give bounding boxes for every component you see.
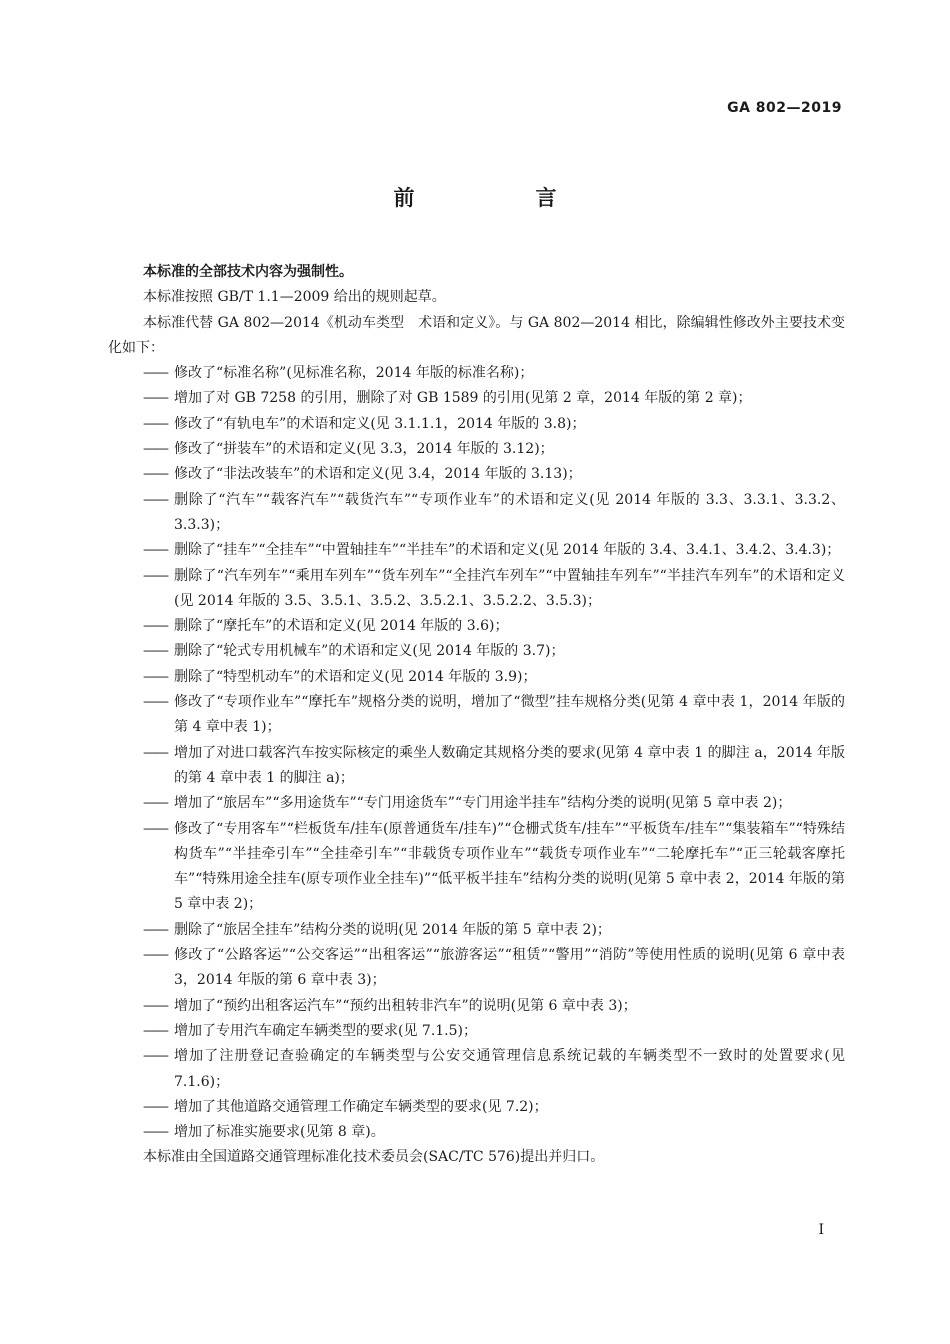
change-text: 删除了“摩托车”的术语和定义(见 2014 年版的 3.6)； — [174, 618, 509, 635]
change-text: 增加了注册登记查验确定的车辆类型与公安交通管理信息系统记载的车辆类型不一致时的处置要求(见 7.1.6)； — [174, 1048, 845, 1090]
dash-marker: —— — [143, 744, 167, 761]
change-item — [108, 412, 845, 437]
dash-marker: —— — [143, 542, 167, 559]
standard-code: GA 802—2019 — [727, 100, 842, 116]
change-text: 删除了“汽车列车”“乘用车列车”“货车列车”“全挂汽车列车”“中置轴挂车列车”“半挂汽车列车”的术语和定义(见 2014 年版的 3.5、3.5.1、3.5.2、3.5.2.1、3.5.2.2、3.5.3)； — [174, 567, 845, 609]
change-item — [108, 943, 845, 994]
dash-marker: —— — [143, 795, 167, 812]
change-item — [108, 538, 845, 563]
dash-marker: —— — [143, 947, 167, 964]
dash-marker: —— — [143, 1048, 167, 1065]
change-text: 增加了对进口载客汽车按实际核定的乘坐人数确定其规格分类的要求(见第 4 章中表 1 的脚注 a，2014 年版的第 4 章中表 1 的脚注 a)； — [174, 744, 845, 786]
change-item — [108, 817, 845, 918]
change-item — [108, 1019, 845, 1044]
change-item — [108, 994, 845, 1019]
change-text: 修改了“专用客车”“栏板货车/挂车(原普通货车/挂车)”“仓栅式货车/挂车”“平板货车/挂车”“集装箱车”“特殊结构货车”“半挂牵引车”“全挂牵引车”“非载货专项作业车”“载货专项作业车”“二轮摩托车”“正三轮载客摩托车”“特殊用途全挂车(原专项作业全挂车)”“低平板半挂车”结构分类的说明(见第 5 章中表 2，2014 年版的第 5 章中表 2)； — [174, 820, 845, 913]
change-text: 修改了“标准名称”(见标准名称，2014 年版的标准名称)； — [174, 365, 534, 382]
dash-marker: —— — [143, 1124, 167, 1141]
dash-marker: —— — [143, 618, 167, 635]
dash-marker: —— — [143, 415, 167, 432]
change-item — [108, 386, 845, 411]
dash-marker: —— — [143, 567, 167, 584]
replacement-statement: 本标准代替 GA 802—2014《机动车类型 术语和定义》。与 GA 802—2014 相比，除编辑性修改外主要技术变化如下： — [108, 314, 845, 356]
change-list — [108, 361, 845, 1145]
change-item — [108, 741, 845, 792]
dash-marker: —— — [143, 921, 167, 938]
page-title: 前 言 — [393, 186, 607, 210]
change-text: 增加了“预约出租客运汽车”“预约出租转非汽车”的说明(见第 6 章中表 3)； — [174, 997, 637, 1014]
change-text: 删除了“汽车”“载客汽车”“载货汽车”“专项作业车”的术语和定义(见 2014 年版的 3.3、3.3.1、3.3.2、3.3.3)； — [174, 491, 845, 533]
change-item — [108, 665, 845, 690]
change-text: 修改了“专项作业车”“摩托车”规格分类的说明，增加了“微型”挂车规格分类(见第 4 章中表 1，2014 年版的第 4 章中表 1)； — [174, 694, 845, 736]
change-text: 修改了“有轨电车”的术语和定义(见 3.1.1.1，2014 年版的 3.8)； — [174, 415, 586, 432]
change-item — [108, 639, 845, 664]
change-item — [108, 1044, 845, 1095]
dash-marker: —— — [143, 820, 167, 837]
dash-marker: —— — [143, 491, 167, 508]
change-item — [108, 614, 845, 639]
drafting-rule-statement: 本标准按照 GB/T 1.1—2009 给出的规则起草。 — [143, 289, 446, 306]
change-text: 修改了“非法改装车”的术语和定义(见 3.4，2014 年版的 3.13)； — [174, 466, 582, 483]
dash-marker: —— — [143, 466, 167, 483]
change-text: 增加了专用汽车确定车辆类型的要求(见 7.1.5)； — [174, 1022, 477, 1039]
change-text: 增加了其他道路交通管理工作确定车辆类型的要求(见 7.2)； — [174, 1098, 548, 1115]
change-item — [108, 791, 845, 816]
change-item — [108, 1095, 845, 1120]
change-item — [108, 361, 845, 386]
committee-statement: 本标准由全国道路交通管理标准化技术委员会(SAC/TC 576)提出并归口。 — [143, 1149, 605, 1166]
dash-marker: —— — [143, 643, 167, 660]
dash-marker: —— — [143, 1098, 167, 1115]
change-text: 修改了“拼装车”的术语和定义(见 3.3，2014 年版的 3.12)； — [174, 441, 554, 458]
change-text: 删除了“挂车”“全挂车”“中置轴挂车”“半挂车”的术语和定义(见 2014 年版的 3.4、3.4.1、3.4.2、3.4.3)； — [174, 542, 841, 559]
dash-marker: —— — [143, 694, 167, 711]
foreword-body — [108, 260, 845, 1171]
change-item — [108, 918, 845, 943]
change-item — [108, 690, 845, 741]
change-text: 删除了“轮式专用机械车”的术语和定义(见 2014 年版的 3.7)； — [174, 643, 565, 660]
dash-marker: —— — [143, 390, 167, 407]
change-item — [108, 564, 845, 615]
change-item — [108, 488, 845, 539]
change-text: 增加了对 GB 7258 的引用，删除了对 GB 1589 的引用(见第 2 章，2014 年版的第 2 章)； — [174, 390, 752, 407]
change-item — [108, 462, 845, 487]
change-item — [108, 437, 845, 462]
dash-marker: —— — [143, 997, 167, 1014]
dash-marker: —— — [143, 668, 167, 685]
dash-marker: —— — [143, 365, 167, 382]
dash-marker: —— — [143, 441, 167, 458]
change-text: 修改了“公路客运”“公交客运”“出租客运”“旅游客运”“租赁”“警用”“消防”等使用性质的说明(见第 6 章中表 3，2014 年版的第 6 章中表 3)； — [174, 947, 845, 989]
change-text: 增加了标准实施要求(见第 8 章)。 — [174, 1124, 385, 1141]
page-number: I — [818, 1222, 824, 1238]
change-text: 增加了“旅居车”“多用途货车”“专门用途货车”“专门用途半挂车”结构分类的说明(见第 5 章中表 2)； — [174, 795, 792, 812]
change-item — [108, 1120, 845, 1145]
dash-marker: —— — [143, 1022, 167, 1039]
change-text: 删除了“特型机动车”的术语和定义(见 2014 年版的 3.9)； — [174, 668, 537, 685]
change-text: 删除了“旅居全挂车”结构分类的说明(见 2014 年版的第 5 章中表 2)； — [174, 921, 611, 938]
mandatory-statement: 本标准的全部技术内容为强制性。 — [143, 264, 353, 280]
